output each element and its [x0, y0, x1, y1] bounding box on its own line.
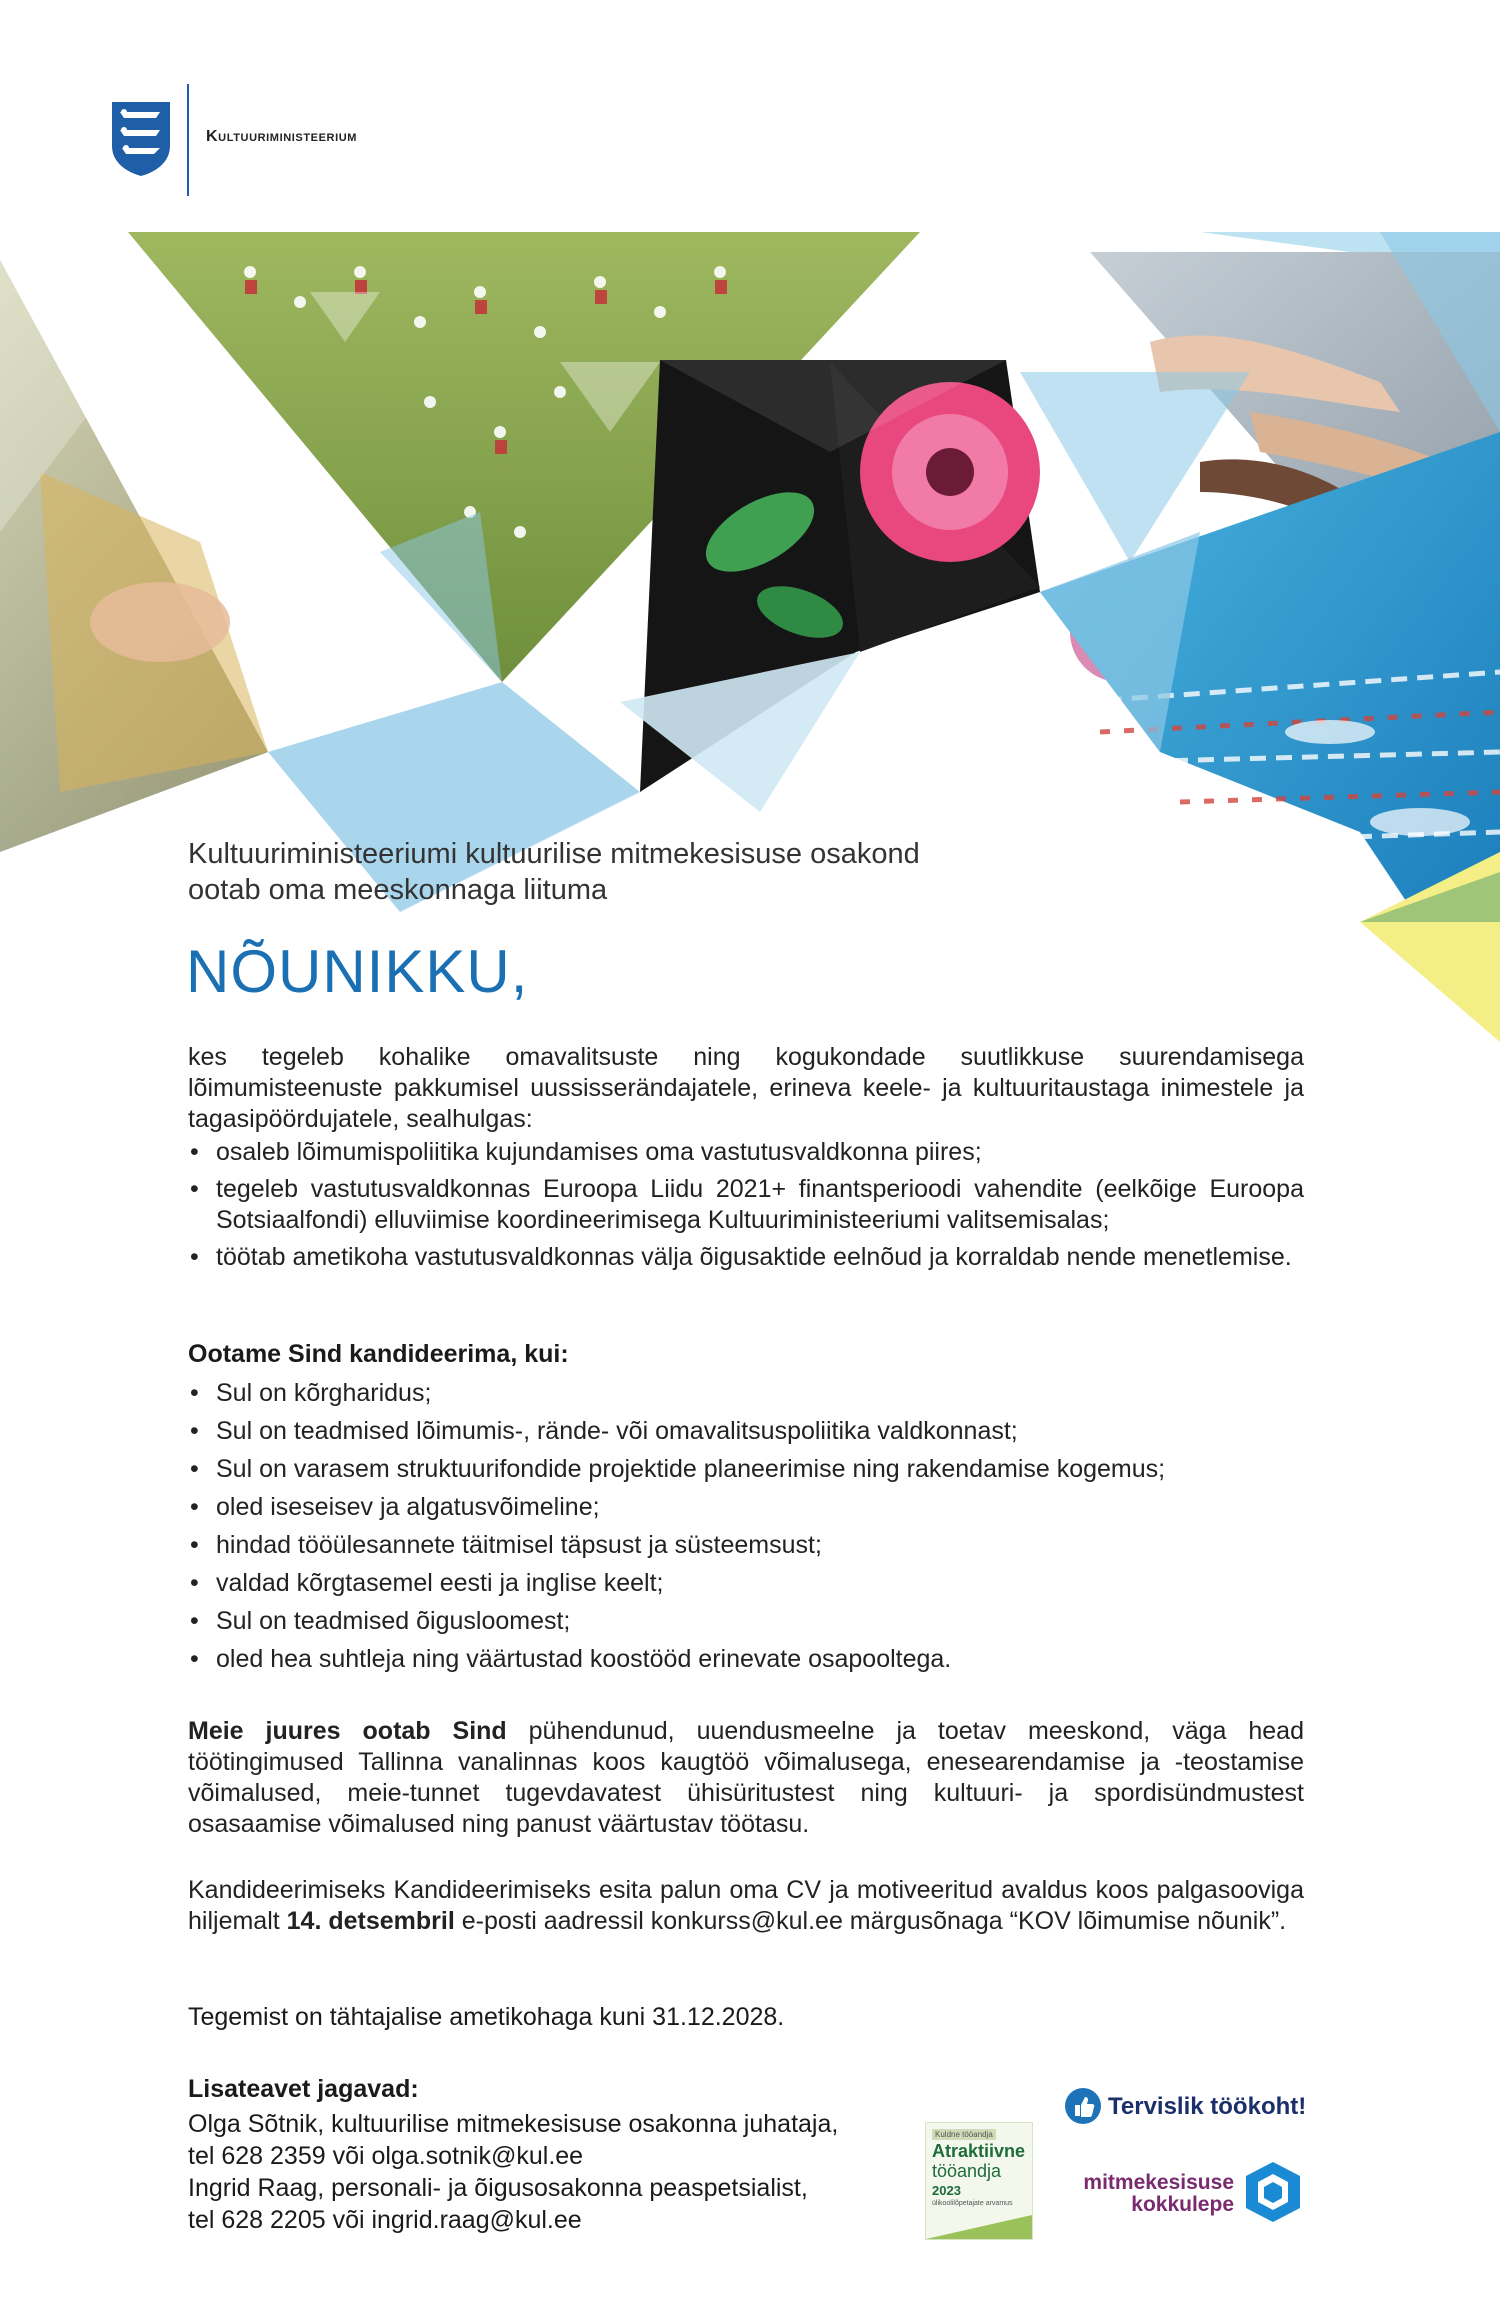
contact-line: Olga Sõtnik, kultuurilise mitmekesisuse osakonna juhataja, [188, 2110, 839, 2138]
apply-paragraph [188, 1875, 1304, 1937]
requirements-list [188, 1378, 1304, 1682]
diversity-line-2: kokkulepe [1131, 2193, 1234, 2216]
list-item: • Sul on varasem struktuurifondide projektide planeerimise ning rakendamise kogemus; [188, 1454, 1304, 1485]
badge-ribbon [926, 2215, 1032, 2239]
apply-text-end: e-posti aadressil konkurss@kul.ee märgusõnaga “KOV lõimumise nõunik”. [454, 1907, 1287, 1935]
list-item: • osaleb lõimumispoliitika kujundamises oma vastutusvaldkonna piires; [188, 1137, 1304, 1168]
ministry-name: Kultuuriministeerium [206, 128, 358, 145]
intro-text [188, 836, 1138, 908]
list-item: • Sul on teadmised lõimumis-, rände- või omavalitsuspoliitika valdkonnast; [188, 1416, 1304, 1447]
badge-line-2: tööandja [932, 2161, 1002, 2181]
apply-text: Kandideerimiseks Kandideerimiseks esita palun oma CV ja motiveeritud avaldus koos palgasooviga hiljemalt [188, 1876, 1304, 1935]
diversity-cube-icon [1244, 2160, 1302, 2224]
list-item: • oled iseseisev ja algatusvõimeline; [188, 1492, 1304, 1523]
lead-paragraph: kes tegeleb kohalike omavalitsuste ning kogukondade suutlikkuse suurendamisega lõimumisteenuste pakkumisel uussisserändajatele, erineva keele- ja kultuuritaustaga inimestele ja tagasipöördujatele, sealhulgas: [188, 1043, 1304, 1133]
offer-text: pühendunud, uuendusmeelne ja toetav meeskond, väga head töötingimused Tallinna vanalinnas koos kaugtöö võimalusega, enesearendamise ja -teostamise võimalused, meie-tunnet tugevdavatest ühisüritustest ning kultuuri- ja spordisündmustest osasaamise võimalused ning panust väärtustav töötasu. [188, 1717, 1304, 1838]
contact-line: Ingrid Raag, personali- ja õigusosakonna peaspetsialist, [188, 2174, 808, 2202]
estonian-coat-of-arms-icon [110, 100, 172, 178]
list-item: • hindad tööülesannete täitmisel täpsust ja süsteemsust; [188, 1530, 1304, 1561]
list-item: • oled hea suhtleja ning väärtustad koostööd erinevate osapooltega. [188, 1644, 1304, 1675]
diversity-label [1070, 2172, 1234, 2216]
contact-line: tel 628 2359 või olga.sotnik@kul.ee [188, 2142, 584, 2170]
badge-year: 2023 [932, 2183, 961, 2198]
intro-line-1: Kultuuriministeeriumi kultuurilise mitmekesisuse osakond [188, 838, 920, 870]
diversity-line-1: mitmekesisuse [1083, 2171, 1234, 2194]
photo-collage [0, 232, 1500, 1042]
badge-small-text: ülikoolilõpetajate arvamus [932, 2200, 1013, 2207]
duties-list [188, 1137, 1304, 1279]
contacts-title: Lisateavet jagavad: [188, 2075, 419, 2103]
healthy-workplace-label: Tervislik töökoht! [1108, 2093, 1307, 2120]
requirements-title: Ootame Sind kandideerima, kui: [188, 1340, 569, 1368]
logo-divider [187, 84, 189, 196]
list-item: • Sul on teadmised õigusloomest; [188, 1606, 1304, 1637]
badge-top-text: Kuldne tööandja [932, 2129, 996, 2140]
attractive-employer-badge [925, 2122, 1033, 2240]
term-note: Tegemist on tähtajalise ametikohaga kuni 31.12.2028. [188, 2003, 785, 2031]
contact-line: tel 628 2205 või ingrid.raag@kul.ee [188, 2206, 582, 2234]
intro-line-2: ootab oma meeskonnaga liituma [188, 874, 608, 906]
apply-deadline: 14. detsembril [286, 1907, 455, 1935]
position-headline: NÕUNIKKU, [186, 938, 529, 1005]
list-item: • valdad kõrgtasemel eesti ja inglise keelt; [188, 1568, 1304, 1599]
contacts-block [188, 2108, 838, 2236]
badge-line-1: Atraktiivne [932, 2141, 1026, 2161]
healthy-workplace-badge [1064, 2087, 1307, 2130]
list-item: • töötab ametikoha vastutusvaldkonnas välja õigusaktide eelnõud ja korraldab nende menetlemise. [188, 1242, 1304, 1273]
list-item: • tegeleb vastutusvaldkonnas Euroopa Liidu 2021+ finantsperioodi vahendite (eelkõige Euroopa Sotsiaalfondi) elluviimise koordineerimisega Kultuuriministeeriumi valitsemisalas; [188, 1174, 1304, 1236]
list-item: • Sul on kõrgharidus; [188, 1378, 1304, 1409]
offer-bold: Meie juures ootab Sind [188, 1717, 507, 1745]
thumbs-up-icon [1064, 2087, 1102, 2125]
offer-paragraph [188, 1716, 1304, 1840]
